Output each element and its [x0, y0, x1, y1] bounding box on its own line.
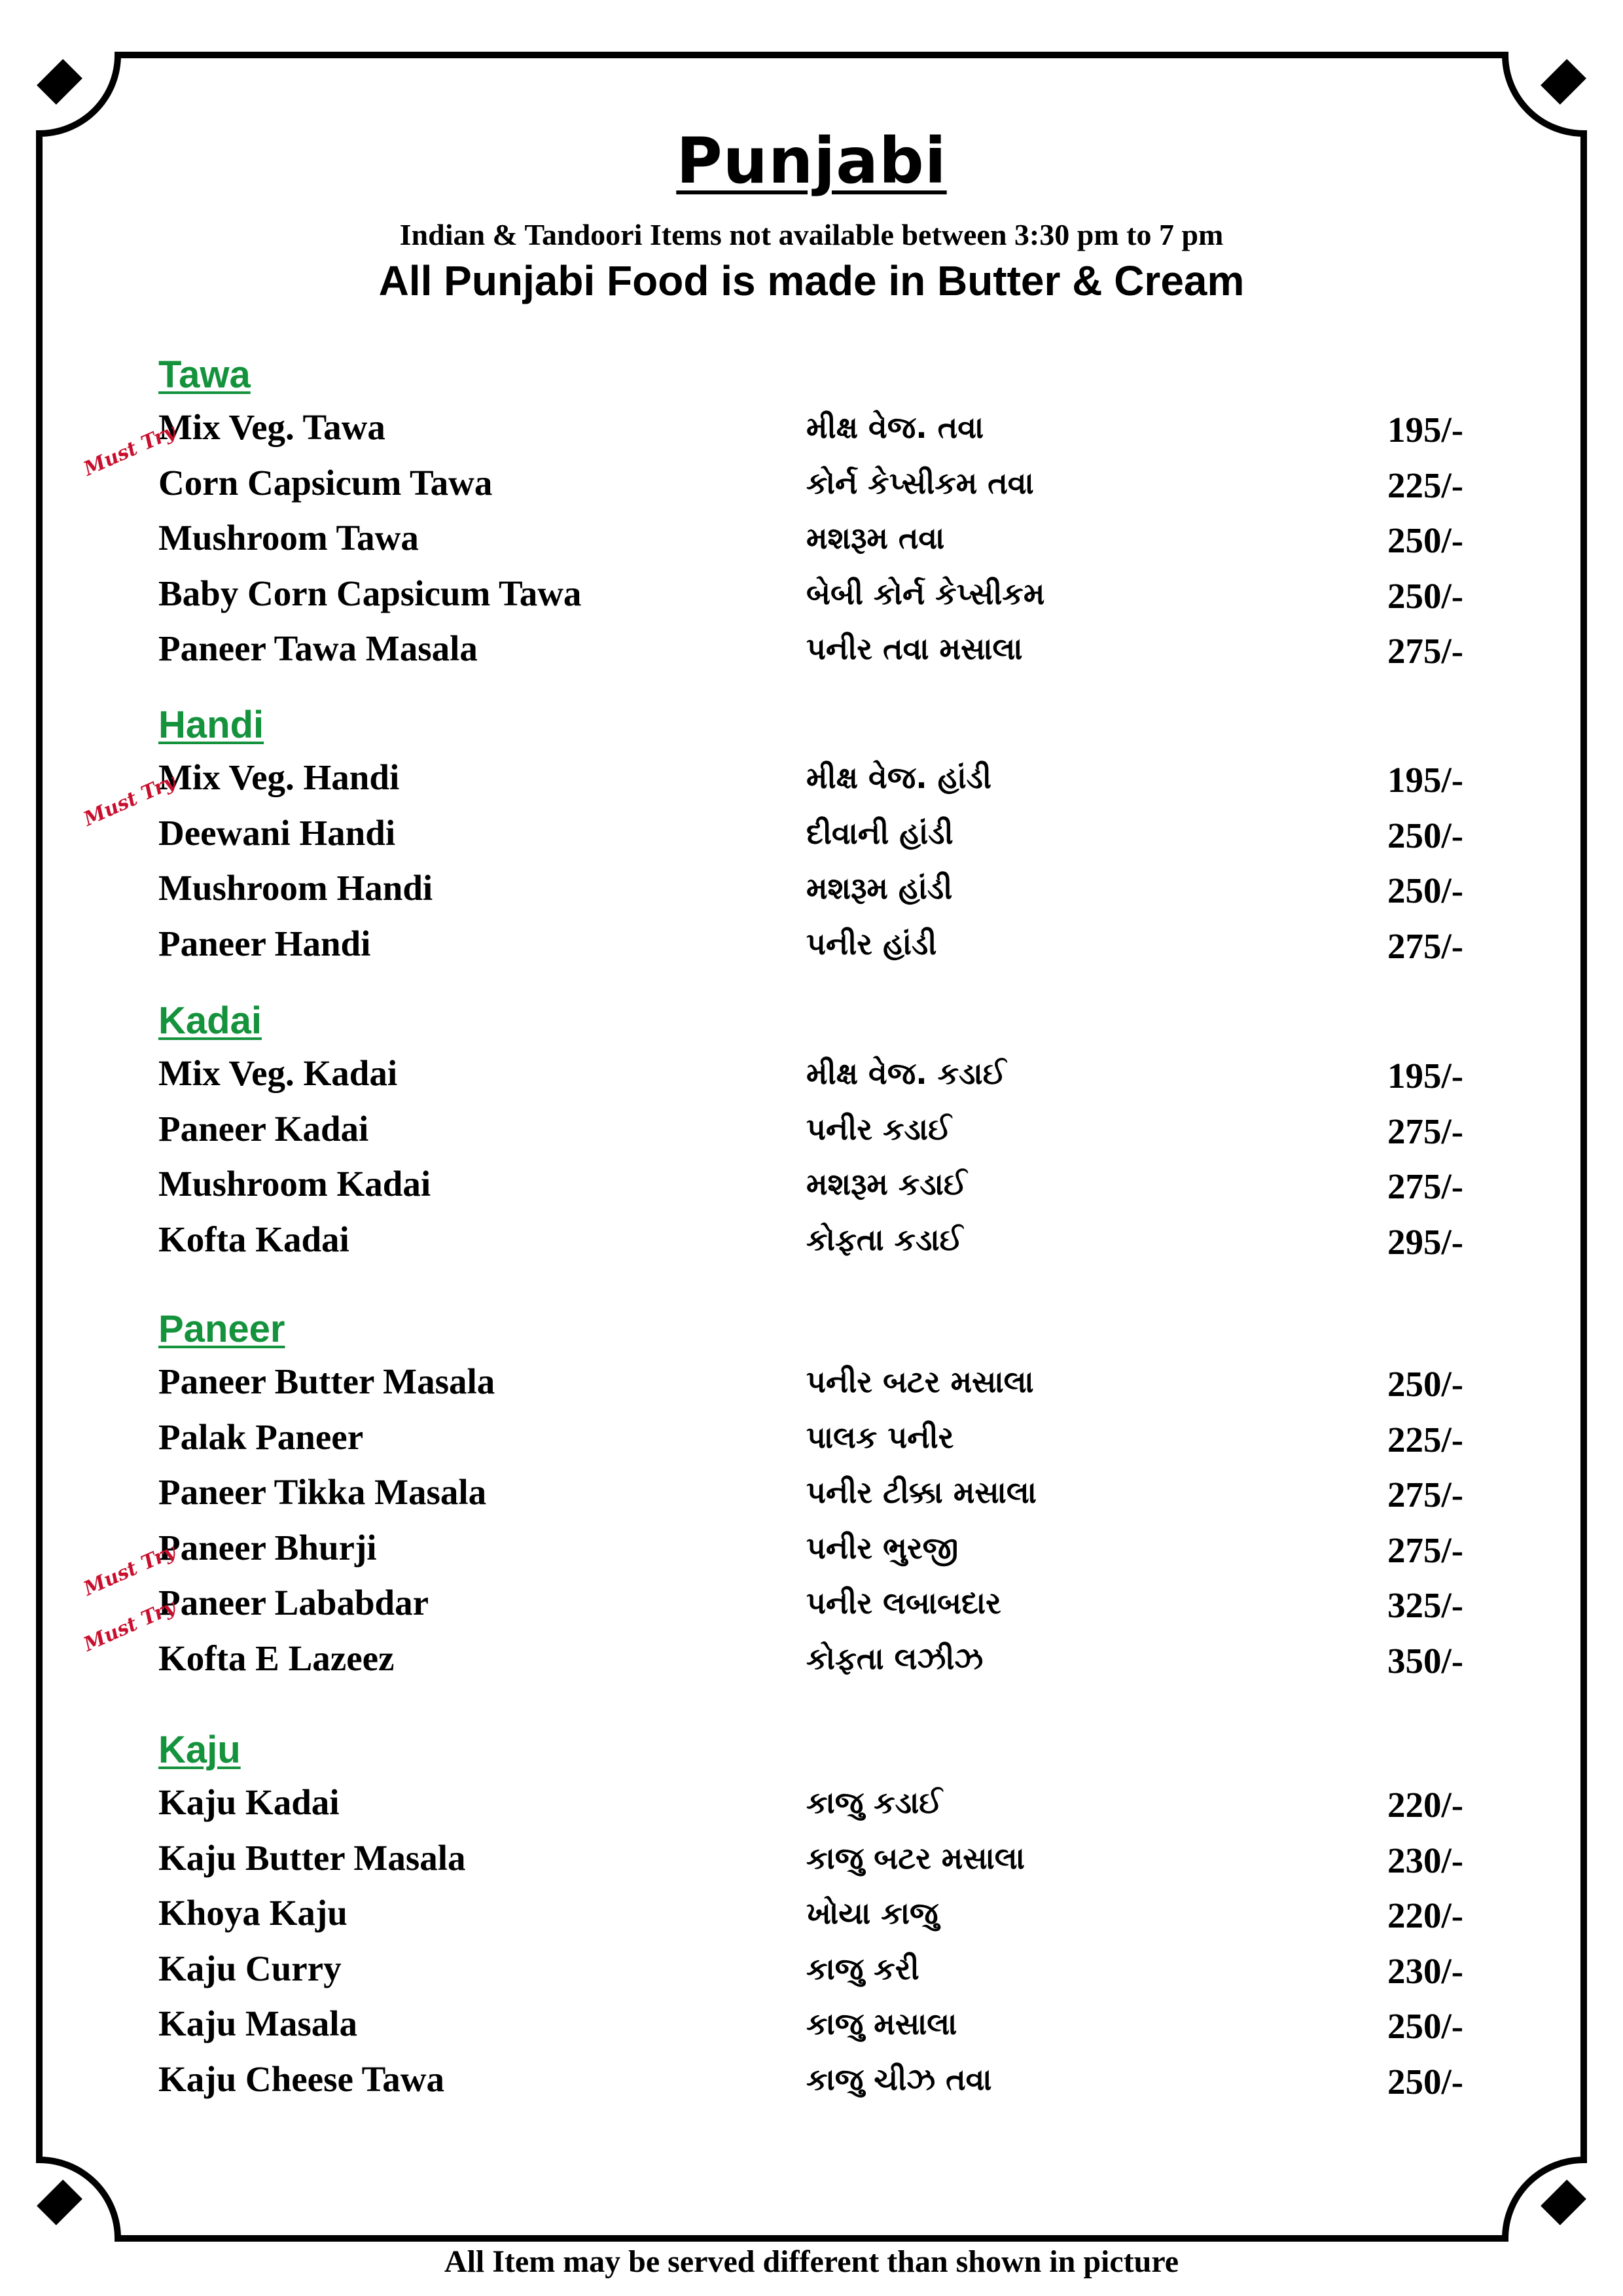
section-kaju	[158, 1725, 1467, 2107]
item-name-gujarati: પનીર કડાઈ	[806, 1111, 952, 1147]
menu-item	[158, 1102, 1467, 1157]
item-name: Mushroom Tawa	[158, 518, 419, 558]
butter-cream-note: All Punjabi Food is made in Butter & Cream	[378, 257, 1245, 304]
item-name: Kofta E Lazeez	[158, 1638, 395, 1678]
item-price: 220/-	[1387, 1895, 1464, 1935]
section-kadai	[158, 996, 1467, 1267]
must-try-badge: Must Try	[80, 1595, 179, 1657]
menu-item	[158, 511, 1467, 566]
item-name-gujarati: કાજુ કરી	[806, 1950, 919, 1986]
item-name-gujarati: કાજુ બટર મસાલા	[806, 1840, 1025, 1876]
item-name: Kaju Masala	[158, 2003, 358, 2043]
item-price: 295/-	[1387, 1221, 1464, 1262]
menu-item	[158, 750, 1467, 806]
item-name-gujarati: પનીર બટર મસાલા	[806, 1364, 1034, 1399]
item-name-gujarati: કોફતા લઝીઝ	[806, 1640, 984, 1676]
item-name-gujarati: પનીર લબાબદાર	[806, 1585, 1001, 1621]
item-name: Paneer Lababdar	[158, 1583, 429, 1623]
item-name: Kofta Kadai	[158, 1219, 349, 1259]
item-name-gujarati: ખોયા કાજુ	[806, 1895, 938, 1931]
item-name: Kaju Butter Masala	[158, 1837, 466, 1878]
menu-item	[158, 1775, 1467, 1831]
item-name-gujarati: કાજુ ચીઝ તવા	[806, 2061, 992, 2097]
item-name-gujarati: મશરૂમ હાંડી	[806, 870, 953, 906]
item-name-gujarati: દીવાની હાંડી	[806, 815, 954, 851]
item-price: 250/-	[1387, 2006, 1464, 2046]
item-name: Paneer Bhurji	[158, 1527, 377, 1568]
item-price: 325/-	[1387, 1585, 1464, 1625]
menu-item	[158, 621, 1467, 677]
item-price: 250/-	[1387, 870, 1464, 910]
item-price: 250/-	[1387, 815, 1464, 855]
timing-note: Indian & Tandoori Items not available between 3:30 pm to 7 pm	[399, 218, 1224, 251]
item-price: 275/-	[1387, 1530, 1464, 1570]
item-name-gujarati: મીક્ષ વેજ. તવા	[806, 410, 984, 445]
item-name: Kaju Kadai	[158, 1782, 340, 1822]
menu-item	[158, 566, 1467, 622]
item-name: Mix Veg. Tawa	[158, 407, 385, 447]
section-title: Tawa	[158, 353, 251, 396]
item-name-gujarati: પનીર ભુરજી	[806, 1530, 959, 1566]
section-title: Handi	[158, 704, 264, 746]
item-price: 220/-	[1387, 1785, 1464, 1825]
item-name-gujarati: મીક્ષ વેજ. હાંડી	[806, 760, 992, 795]
item-name-gujarati: પાલક પનીર	[806, 1419, 954, 1455]
item-price: 275/-	[1387, 1166, 1464, 1206]
item-price: 225/-	[1387, 1419, 1464, 1460]
item-name: Palak Paneer	[158, 1416, 364, 1457]
item-name-gujarati: પનીર ટીક્કા મસાલા	[806, 1475, 1037, 1510]
item-name-gujarati: કોફતા કડાઈ	[806, 1221, 963, 1257]
item-name: Paneer Butter Masala	[158, 1361, 495, 1401]
item-price: 195/-	[1387, 760, 1464, 800]
item-price: 250/-	[1387, 520, 1464, 560]
item-name: Kaju Curry	[158, 1948, 342, 1988]
item-price: 230/-	[1387, 1950, 1464, 1991]
section-title: Kaju	[158, 1729, 241, 1771]
item-name: Corn Capsicum Tawa	[158, 462, 493, 503]
menu-item	[158, 400, 1467, 456]
item-price: 195/-	[1387, 1056, 1464, 1096]
item-name: Khoya Kaju	[158, 1893, 348, 1933]
must-try-badge: Must Try	[80, 1539, 179, 1601]
section-tawa	[80, 350, 1467, 677]
menu-item	[158, 1046, 1467, 1102]
item-price: 275/-	[1387, 631, 1464, 671]
menu-item	[158, 1354, 1467, 1410]
section-paneer	[80, 1304, 1467, 1686]
item-name: Paneer Tawa Masala	[158, 628, 478, 668]
item-price: 250/-	[1387, 2061, 1464, 2102]
item-price: 275/-	[1387, 1475, 1464, 1515]
item-name-gujarati: બેબી કોર્ન કેપ્સીકમ	[806, 575, 1045, 611]
item-name: Mushroom Handi	[158, 868, 433, 908]
menu-item	[158, 2052, 1467, 2108]
menu-item	[158, 1520, 1467, 1576]
menu-item	[158, 1212, 1467, 1268]
menu-item	[158, 1410, 1467, 1465]
item-name-gujarati: મશરૂમ તવા	[806, 520, 945, 556]
item-name: Kaju Cheese Tawa	[158, 2058, 444, 2099]
menu-item	[158, 916, 1467, 972]
item-name: Paneer Handi	[158, 923, 371, 963]
section-handi	[80, 700, 1467, 971]
item-name: Deewani Handi	[158, 812, 396, 853]
item-name-gujarati: કોર્ન કેપ્સીકમ તવા	[806, 465, 1034, 501]
item-name: Mushroom Kadai	[158, 1164, 431, 1204]
menu-item	[158, 1157, 1467, 1212]
item-name: Paneer Kadai	[158, 1108, 369, 1149]
item-price: 275/-	[1387, 1111, 1464, 1151]
item-name-gujarati: પનીર હાંડી	[806, 925, 937, 961]
item-name-gujarati: મીક્ષ વેજ. કડાઈ	[806, 1056, 1007, 1091]
item-price: 225/-	[1387, 465, 1464, 505]
must-try-badge: Must Try	[80, 770, 179, 831]
menu-item	[158, 1941, 1467, 1997]
must-try-badge: Must Try	[80, 420, 179, 481]
item-price: 250/-	[1387, 1364, 1464, 1404]
item-price: 275/-	[1387, 925, 1464, 966]
menu-item	[158, 1886, 1467, 1941]
item-name-gujarati: મશરૂમ કડાઈ	[806, 1166, 967, 1202]
footer-disclaimer: All Item may be served different than shown in picture	[444, 2244, 1179, 2279]
item-name-gujarati: પનીર તવા મસાલા	[806, 631, 1023, 666]
item-price: 195/-	[1387, 410, 1464, 450]
item-name-gujarati: કાજુ મસાલા	[806, 2006, 957, 2041]
menu-item	[158, 1996, 1467, 2052]
item-price: 350/-	[1387, 1640, 1464, 1681]
item-price: 250/-	[1387, 575, 1464, 616]
section-title: Kadai	[158, 999, 262, 1042]
menu-item	[158, 861, 1467, 916]
menu-item	[158, 1465, 1467, 1520]
page-title: Punjabi	[676, 124, 947, 198]
item-name: Mix Veg. Handi	[158, 757, 400, 797]
item-name: Paneer Tikka Masala	[158, 1472, 487, 1512]
item-price: 230/-	[1387, 1840, 1464, 1880]
menu-item	[158, 1831, 1467, 1886]
item-name: Baby Corn Capsicum Tawa	[158, 573, 582, 613]
item-name: Mix Veg. Kadai	[158, 1053, 398, 1093]
section-title: Paneer	[158, 1308, 285, 1350]
item-name-gujarati: કાજુ કડાઈ	[806, 1785, 942, 1820]
